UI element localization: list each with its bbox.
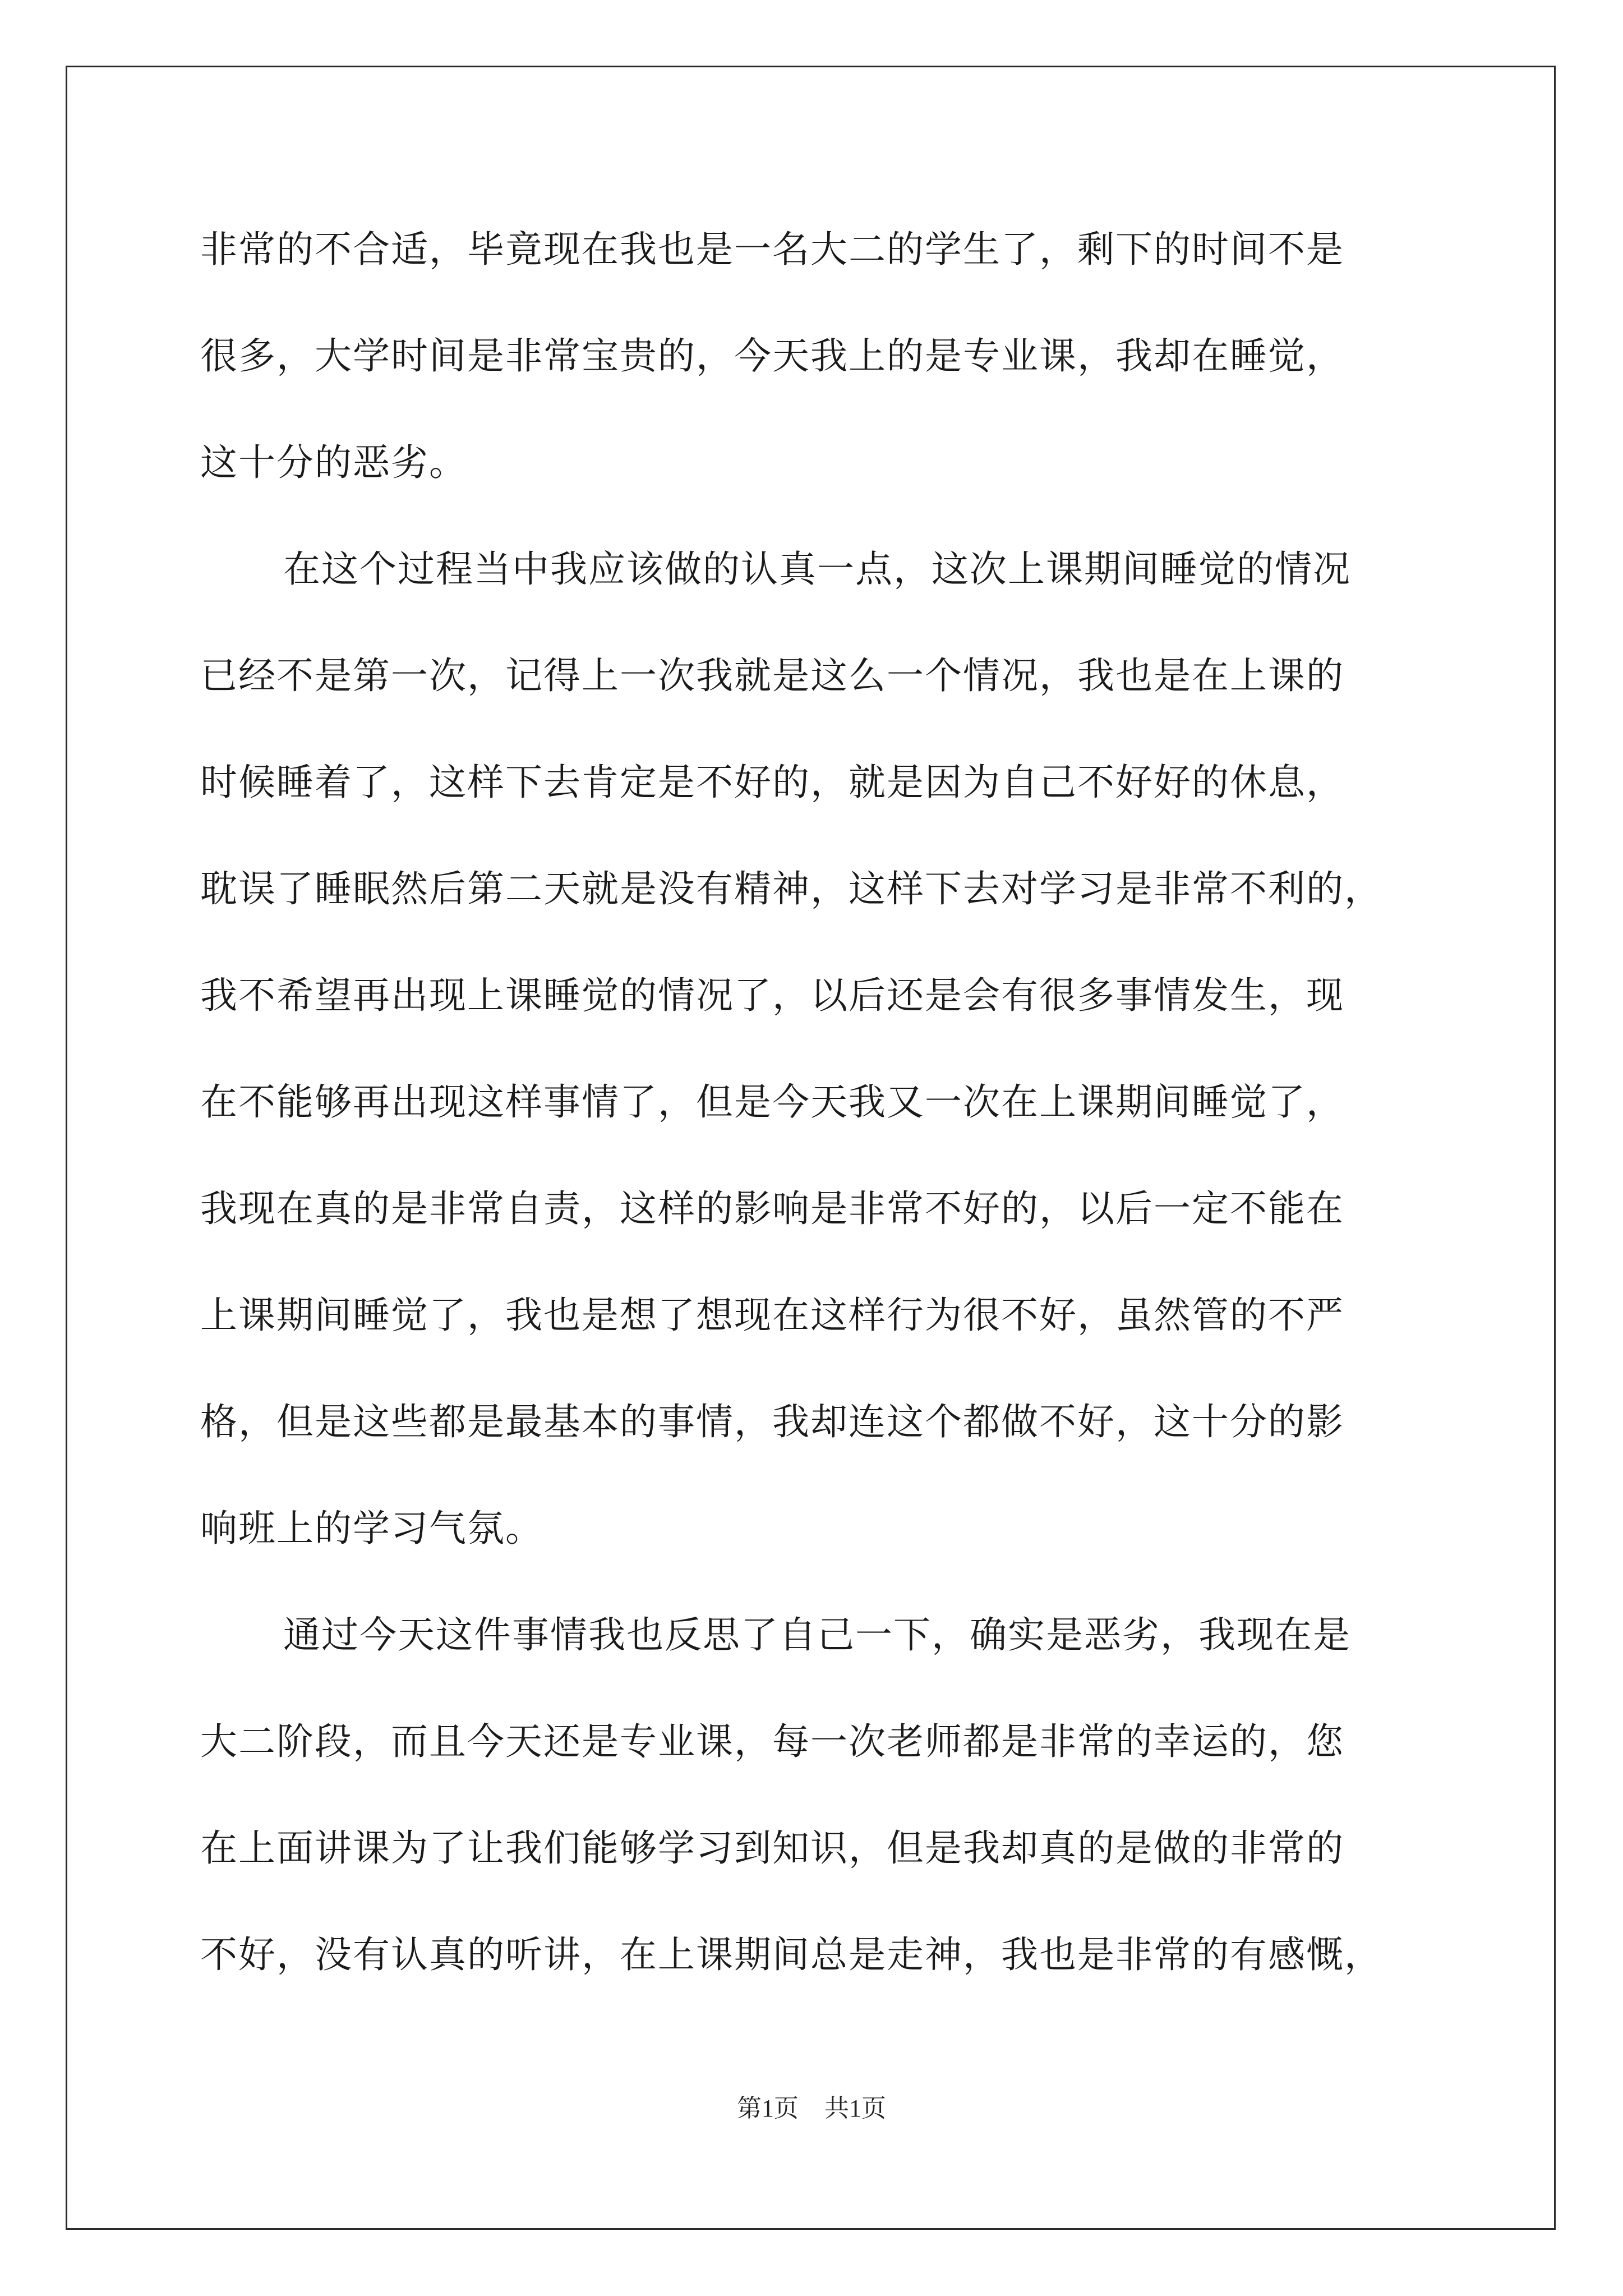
text-line: 非常的不合适，毕竟现在我也是一名大二的学生了，剩下的时间不是 bbox=[200, 228, 1344, 271]
paragraph bbox=[200, 219, 1428, 539]
text-line: 不好，没有认真的听讲，在上课期间总是走神，我也是非常的有感慨， bbox=[200, 1933, 1382, 1976]
text-line: 这十分的恶劣。 bbox=[200, 441, 467, 484]
text-line: 响班上的学习气氛。 bbox=[200, 1507, 543, 1550]
text-line: 已经不是第一次，记得上一次我就是这么一个情况，我也是在上课的 bbox=[200, 654, 1344, 697]
text-line: 通过今天这件事情我也反思了自己一下，确实是恶劣，我现在是 bbox=[283, 1613, 1351, 1657]
text-line: 时候睡着了，这样下去肯定是不好的，就是因为自己不好好的休息， bbox=[200, 761, 1344, 804]
page-number: 第1页 bbox=[737, 2095, 799, 2122]
text-line: 很多，大学时间是非常宝贵的，今天我上的是专业课，我却在睡觉， bbox=[200, 334, 1344, 378]
text-line: 格，但是这些都是最基本的事情，我却连这个都做不好，这十分的影 bbox=[200, 1400, 1344, 1443]
text-line: 耽误了睡眠然后第二天就是没有精神，这样下去对学习是非常不利的， bbox=[200, 867, 1382, 910]
text-line: 在上面讲课为了让我们能够学习到知识，但是我却真的是做的非常的 bbox=[200, 1826, 1344, 1870]
text-line: 我不希望再出现上课睡觉的情况了，以后还是会有很多事情发生，现 bbox=[200, 974, 1344, 1017]
page-footer bbox=[0, 2088, 1623, 2124]
page-total: 共1页 bbox=[824, 2095, 886, 2122]
text-line: 我现在真的是非常自责，这样的影响是非常不好的，以后一定不能在 bbox=[200, 1187, 1344, 1230]
document-body bbox=[200, 219, 1428, 2031]
text-line: 在这个过程当中我应该做的认真一点，这次上课期间睡觉的情况 bbox=[283, 547, 1351, 591]
paragraph bbox=[200, 539, 1428, 1604]
text-line: 大二阶段，而且今天还是专业课，每一次老师都是非常的幸运的，您 bbox=[200, 1720, 1344, 1763]
text-line: 在不能够再出现这样事情了，但是今天我又一次在上课期间睡觉了， bbox=[200, 1080, 1344, 1124]
text-line: 上课期间睡觉了，我也是想了想现在这样行为很不好，虽然管的不严 bbox=[200, 1294, 1344, 1337]
paragraph bbox=[200, 1604, 1428, 2031]
